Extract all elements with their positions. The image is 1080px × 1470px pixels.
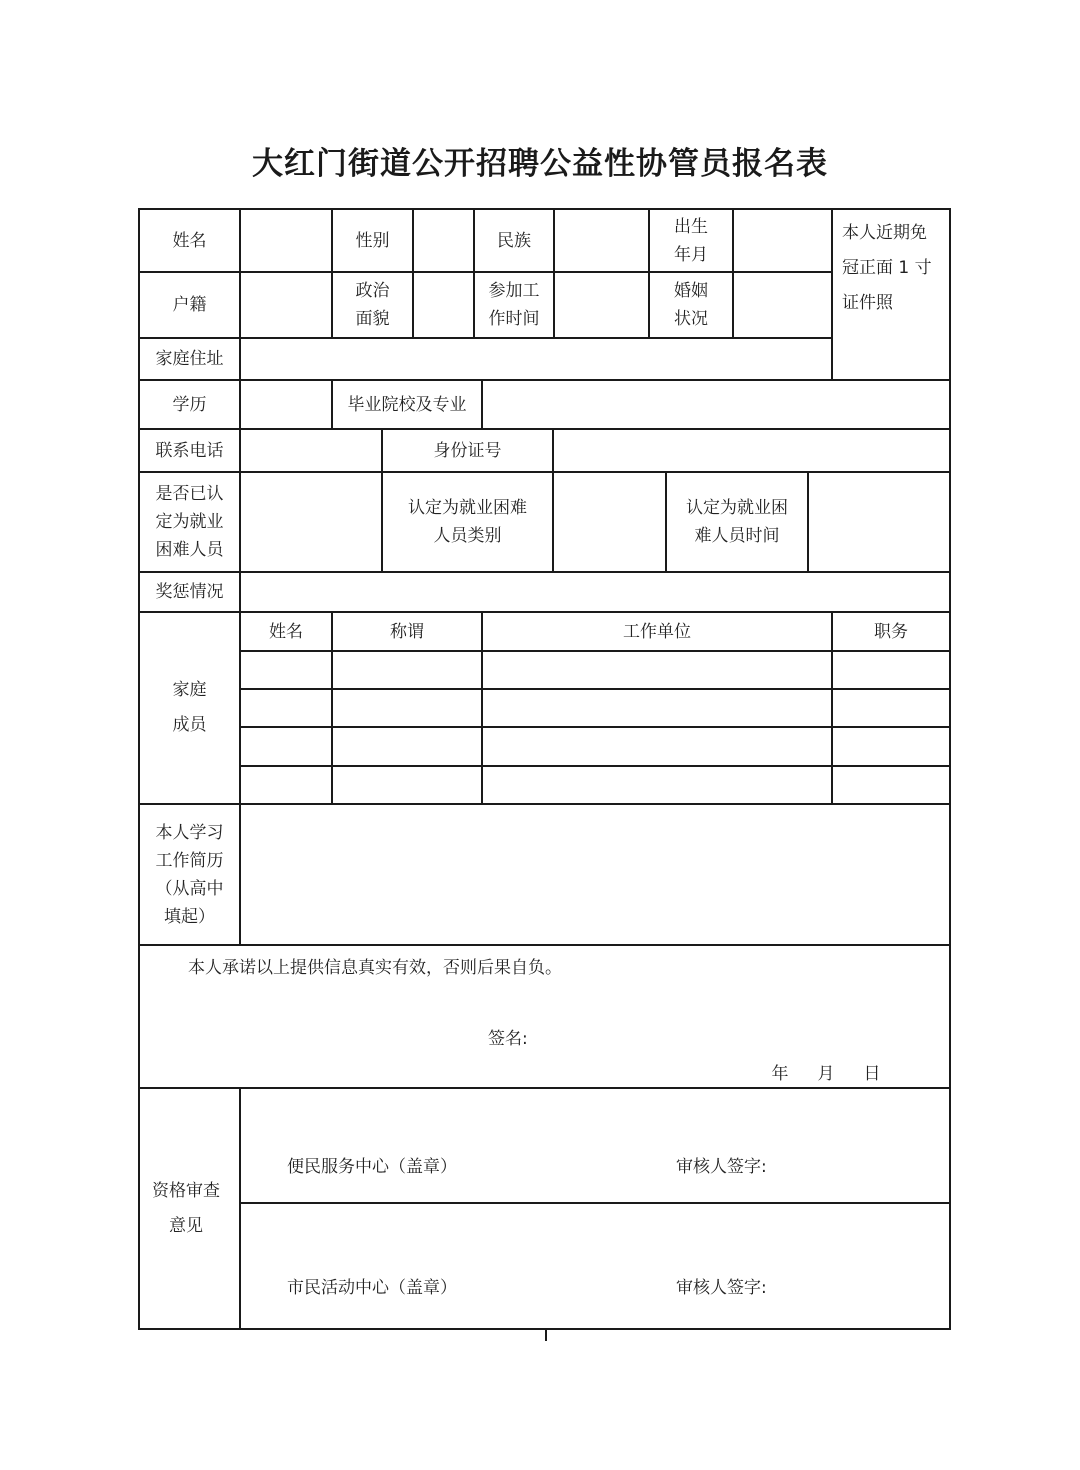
difficulty-time-field[interactable] bbox=[809, 473, 949, 571]
family-header-workplace: 工作单位 bbox=[623, 621, 691, 642]
id-number-field[interactable] bbox=[554, 430, 949, 471]
political-label: 政治 面貌 bbox=[355, 281, 390, 329]
resume-field[interactable] bbox=[241, 805, 949, 944]
family-header-relation: 称谓 bbox=[390, 621, 424, 642]
family-row[interactable] bbox=[241, 690, 949, 726]
gender-label: 性别 bbox=[355, 230, 390, 251]
date-year-label: 年 bbox=[771, 1064, 789, 1084]
difficulty-category-field[interactable] bbox=[554, 473, 665, 571]
address-label: 家庭住址 bbox=[155, 349, 224, 369]
marital-field[interactable] bbox=[734, 273, 831, 337]
date-month-label: 月 bbox=[817, 1064, 835, 1084]
difficulty-category-label: 认定为就业困难 人员类别 bbox=[408, 498, 527, 546]
service-center-stamp[interactable]: 便民服务中心（盖章） bbox=[287, 1157, 457, 1177]
address-field[interactable] bbox=[241, 339, 831, 379]
form-title: 大红门街道公开招聘公益性协管员报名表 bbox=[252, 146, 828, 182]
work-start-field[interactable] bbox=[555, 273, 648, 337]
education-field[interactable] bbox=[241, 381, 331, 428]
school-major-label: 毕业院校及专业 bbox=[347, 394, 467, 415]
work-start-label: 参加工 作时间 bbox=[488, 281, 540, 329]
id-number-label: 身份证号 bbox=[433, 440, 502, 461]
phone-label: 联系电话 bbox=[155, 440, 224, 461]
family-header-name: 姓名 bbox=[269, 621, 303, 642]
ethnicity-field[interactable] bbox=[555, 210, 648, 271]
reviewer-signature-1[interactable]: 审核人签字: bbox=[676, 1157, 767, 1177]
rewards-label: 奖惩情况 bbox=[155, 582, 224, 602]
page-mark bbox=[545, 1329, 547, 1341]
birth-label: 出生 年月 bbox=[674, 216, 708, 265]
family-row[interactable] bbox=[241, 652, 949, 688]
activity-center-stamp[interactable]: 市民活动中心（盖章） bbox=[287, 1278, 457, 1298]
family-label: 家庭 成员 bbox=[172, 680, 207, 735]
family-header-position: 职务 bbox=[874, 621, 908, 642]
education-label: 学历 bbox=[172, 394, 207, 415]
name-label: 姓名 bbox=[172, 230, 207, 251]
rewards-field[interactable] bbox=[241, 573, 949, 611]
family-row[interactable] bbox=[241, 728, 949, 765]
political-field[interactable] bbox=[414, 273, 473, 337]
name-field[interactable] bbox=[241, 210, 331, 271]
signature-label[interactable]: 签名: bbox=[488, 1029, 528, 1049]
marital-label: 婚姻 状况 bbox=[674, 281, 708, 329]
resume-label: 本人学习 工作简历 （从高中 填起） bbox=[155, 822, 224, 927]
difficulty-time-label: 认定为就业困 难人员时间 bbox=[686, 498, 788, 546]
qualification-label: 资格审查 意见 bbox=[152, 1180, 220, 1236]
photo-placeholder[interactable]: 本人近期免 冠正面 1 寸 证件照 bbox=[842, 223, 932, 313]
phone-field[interactable] bbox=[241, 430, 381, 471]
gender-field[interactable] bbox=[414, 210, 473, 271]
hukou-field[interactable] bbox=[241, 273, 331, 337]
hukou-label: 户籍 bbox=[172, 295, 207, 315]
school-major-field[interactable] bbox=[483, 381, 949, 428]
difficulty-confirmed-label: 是否已认 定为就业 困难人员 bbox=[155, 484, 224, 560]
ethnicity-label: 民族 bbox=[497, 230, 531, 251]
family-row[interactable] bbox=[241, 767, 949, 803]
birth-field[interactable] bbox=[734, 210, 831, 271]
reviewer-signature-2[interactable]: 审核人签字: bbox=[676, 1278, 767, 1298]
pledge-statement: 本人承诺以上提供信息真实有效，否则后果自负。 bbox=[188, 958, 562, 978]
date-day-label: 日 bbox=[863, 1064, 881, 1084]
difficulty-confirmed-field[interactable] bbox=[241, 473, 381, 571]
